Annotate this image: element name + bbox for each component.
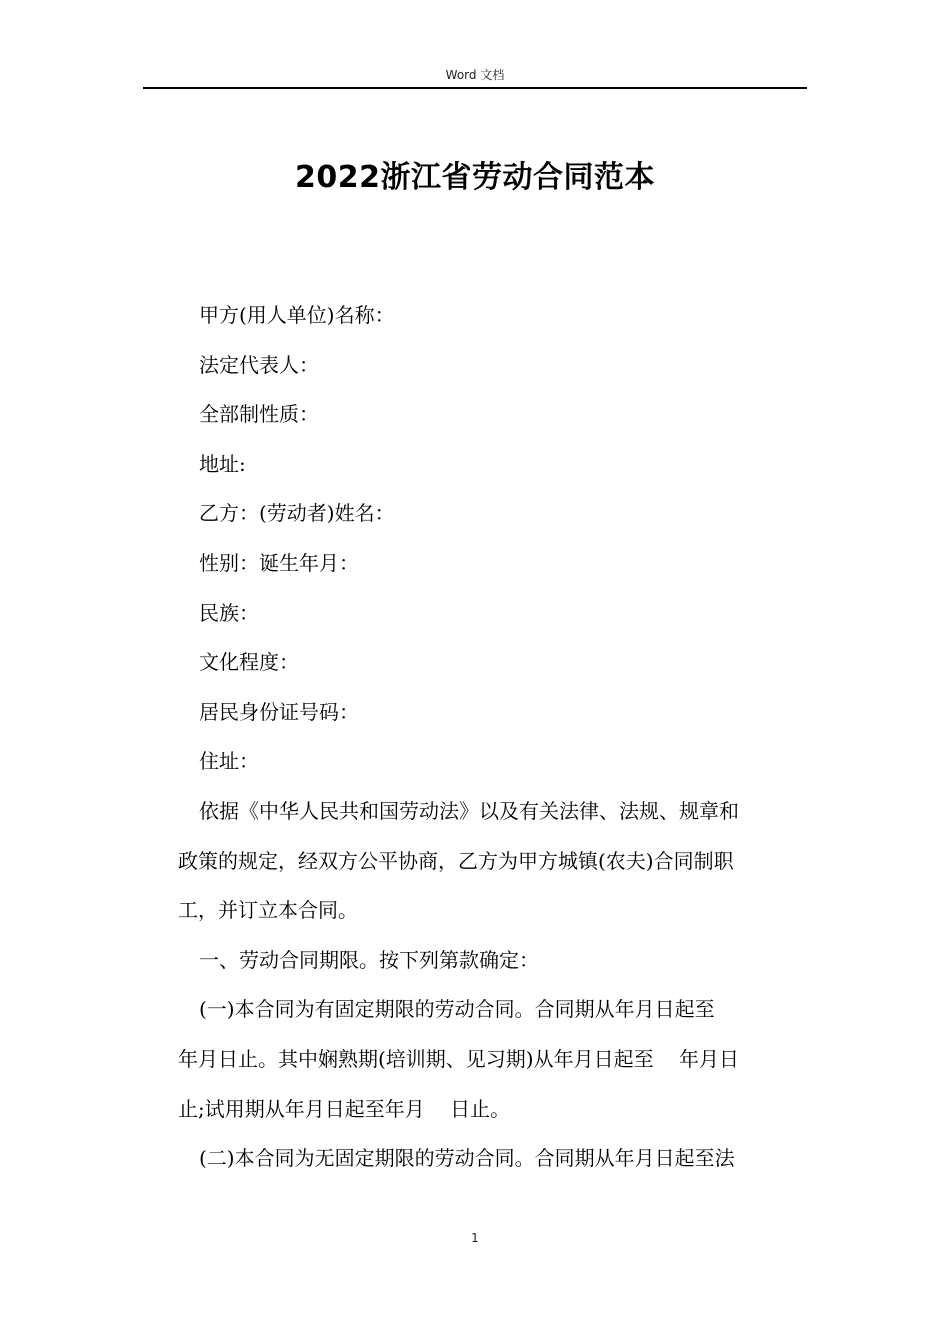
- section-contract-term-heading: 一、劳动合同期限。按下列第款确定：: [199, 947, 539, 972]
- clause-fixed-term-line-3: 止;试用期从年月日起至年月 日止。: [178, 1096, 511, 1121]
- header-divider: [143, 87, 807, 89]
- clause-fixed-term-line-1: (一)本合同为有固定期限的劳动合同。合同期从年月日起至: [199, 997, 715, 1022]
- paragraph-basis-line-2: 政策的规定，经双方公平协商，乙方为甲方城镇(农夫)合同制职: [178, 848, 734, 873]
- field-education: 文化程度：: [199, 650, 299, 675]
- field-employer-address: 地址:: [199, 451, 246, 476]
- page-header: [143, 64, 807, 86]
- paragraph-basis-line-3: 工，并订立本合同。: [178, 898, 358, 923]
- document-body: [178, 291, 803, 1184]
- field-employee-name: 乙方：(劳动者)姓名：: [199, 501, 395, 526]
- field-id-number: 居民身份证号码：: [199, 699, 359, 724]
- clause-fixed-term-line-2: 年月日止。其中娴熟期(培训期、见习期)从年月日起至 年月日: [178, 1046, 740, 1071]
- clause-open-term-line-1: (二)本合同为无固定期限的劳动合同。合同期从年月日起至法: [199, 1146, 735, 1171]
- page-number: 1: [471, 1231, 479, 1245]
- field-ethnicity: 民族：: [199, 600, 259, 625]
- paragraph-basis-line-1: 依据《中华人民共和国劳动法》以及有关法律、法规、规章和: [199, 798, 739, 823]
- field-gender-birth: 性别：诞生年月：: [199, 550, 359, 575]
- field-legal-representative: 法定代表人：: [199, 352, 319, 377]
- field-residence: 住址：: [199, 749, 259, 774]
- field-ownership-nature: 全部制性质：: [199, 402, 319, 427]
- document-title: 2022浙江省劳动合同范本: [295, 160, 655, 195]
- field-employer-name: 甲方(用人单位)名称：: [199, 303, 395, 327]
- header-text: Word 文档: [445, 68, 505, 82]
